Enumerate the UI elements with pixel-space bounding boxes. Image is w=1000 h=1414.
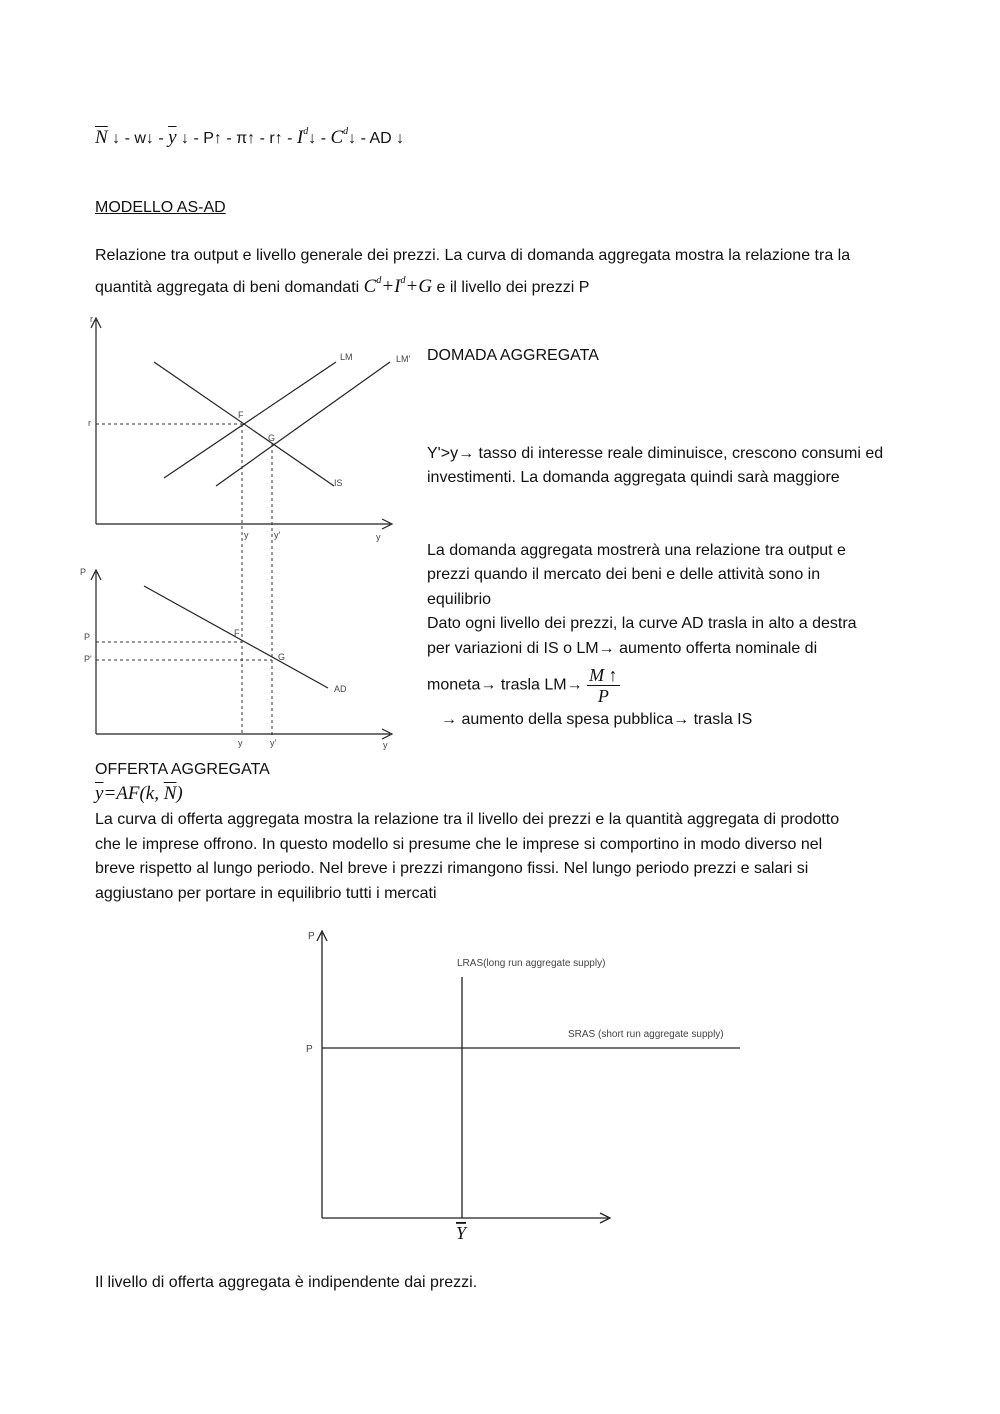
supply-para-line-2: che le imprese offrono. In questo modello si presume che le imprese si comportino in modo diverso nel	[95, 836, 823, 853]
formula-chain	[95, 120, 404, 151]
consumption-symbol: C	[330, 127, 344, 148]
ad-axis-label-p: P	[80, 567, 87, 577]
y-bar-symbol: $\overline{y}$	[168, 127, 177, 148]
formula-mid: =AF(k,	[103, 783, 164, 804]
investment-symbol: I	[394, 276, 401, 297]
is-label: IS	[334, 478, 343, 488]
demand-p2-line-3: equilibrio	[427, 590, 492, 608]
asad-heading: MODELLO AS-AD	[95, 199, 226, 216]
supply-chart	[298, 925, 758, 1250]
supply-title: OFFERTA AGGREGATA	[95, 761, 270, 778]
superscript-d: d	[303, 126, 309, 137]
ad-curve-label: AD	[334, 684, 347, 694]
chain-part-1: ↓ - w↓ -	[107, 130, 169, 147]
plus-g: +G	[405, 276, 433, 297]
lm-label: LM	[340, 352, 353, 362]
ad-chart	[78, 562, 408, 757]
asad-text: e il livello dei prezzi P	[432, 279, 590, 296]
chain-part-2: ↓ - P↑ - π↑ - r↑ -	[176, 130, 297, 147]
islm-tick-y: y	[244, 530, 249, 540]
supply-para-line-3: breve rispetto al lungo periodo. Nel breve i prezzi rimangono fissi. Nel lungo periodo prezzi e salari si	[95, 860, 809, 877]
sras-label: SRAS (short run aggregate supply)	[568, 1029, 724, 1040]
y-bar-symbol: $\overline{y}$	[95, 783, 104, 804]
ad-point-f-label: F	[234, 628, 240, 638]
demand-p1-line-1: Y'>y→ tasso di interesse reale diminuisce, crescono consumi ed	[427, 444, 884, 462]
ad-tick-p-prime: P'	[84, 654, 92, 664]
superscript-d: d	[343, 126, 349, 137]
supply-para-line-4: aggiustano per portare in equilibrio tutti i mercati	[95, 885, 437, 902]
ad-tick-p: P	[84, 632, 91, 642]
superscript-d: d	[376, 275, 382, 286]
asad-para-line-1: Relazione tra output e livello generale dei prezzi. La curva di domanda aggregata mostra la relazione tra la	[95, 247, 851, 264]
n-bar-symbol: $\overline{N}$	[95, 127, 108, 148]
asad-para-line-2	[95, 269, 589, 300]
ad-point-g-label: G	[278, 652, 286, 662]
supply-para-line-1: La curva di offerta aggregata mostra la relazione tra il livello dei prezzi e la quantità aggregata di prodotto	[95, 811, 840, 828]
supply-tick-p: P	[306, 1044, 313, 1055]
ad-tick-y-prime: y'	[270, 738, 277, 748]
n-bar-symbol: $\overline{N}$	[163, 783, 177, 804]
ad-axis-label-y: y	[383, 740, 388, 750]
demand-p2-line-2: prezzi quando il mercato dei beni e delle attività sono in	[427, 566, 821, 583]
demand-p2-line-4: Dato ogni livello dei prezzi, la curve AD trasla in alto a destra	[427, 615, 857, 632]
asad-text: quantità aggregata di beni domandati	[95, 279, 364, 296]
supply-formula	[95, 782, 183, 807]
demand-p2-line-6	[427, 665, 883, 706]
money-fraction	[587, 665, 620, 706]
ad-tick-y: y	[238, 738, 243, 748]
plus-sign: +	[381, 276, 395, 297]
closing-sentence: Il livello di offerta aggregata è indipendente dai prezzi.	[95, 1274, 478, 1291]
fraction-numerator: M ↑	[589, 665, 618, 685]
demand-p2-line-7: → aumento della spesa pubblica→ trasla IS	[441, 711, 753, 728]
lras-label: LRAS(long run aggregate supply)	[457, 958, 606, 969]
demand-p1-line-2: investimenti. La domanda aggregata quindi sarà maggiore	[427, 469, 840, 486]
superscript-d: d	[400, 275, 406, 286]
formula-end: )	[176, 783, 183, 804]
supply-axis-label-p: P	[308, 931, 315, 942]
islm-axis-label-y: y	[376, 532, 381, 542]
chain-part-3: ↓ -	[308, 130, 331, 147]
demand-p2-line-1: La domanda aggregata mostrerà una relazione tra output e	[427, 541, 846, 559]
lm-prime-label: LM'	[396, 354, 411, 364]
chain-part-4: ↓ - AD ↓	[348, 130, 405, 147]
islm-axis-label-r: r	[90, 314, 93, 324]
islm-tick-r: r	[88, 418, 91, 428]
investment-symbol: I	[296, 127, 304, 148]
fraction-denominator: P	[597, 686, 609, 706]
demand-p2-line-5: per variazioni di IS o LM→ aumento offerta nominale di	[427, 639, 818, 657]
point-g-label: G	[268, 433, 276, 443]
point-f-label: F	[238, 410, 244, 420]
consumption-symbol: C	[363, 276, 377, 297]
demand-title: DOMADA AGGREGATA	[427, 347, 599, 364]
demand-text-block	[427, 344, 883, 733]
y-bar-tick: Y	[456, 1223, 467, 1243]
islm-tick-y-prime: y'	[274, 530, 281, 540]
demand-money-text: moneta→ trasla LM→	[427, 676, 588, 694]
